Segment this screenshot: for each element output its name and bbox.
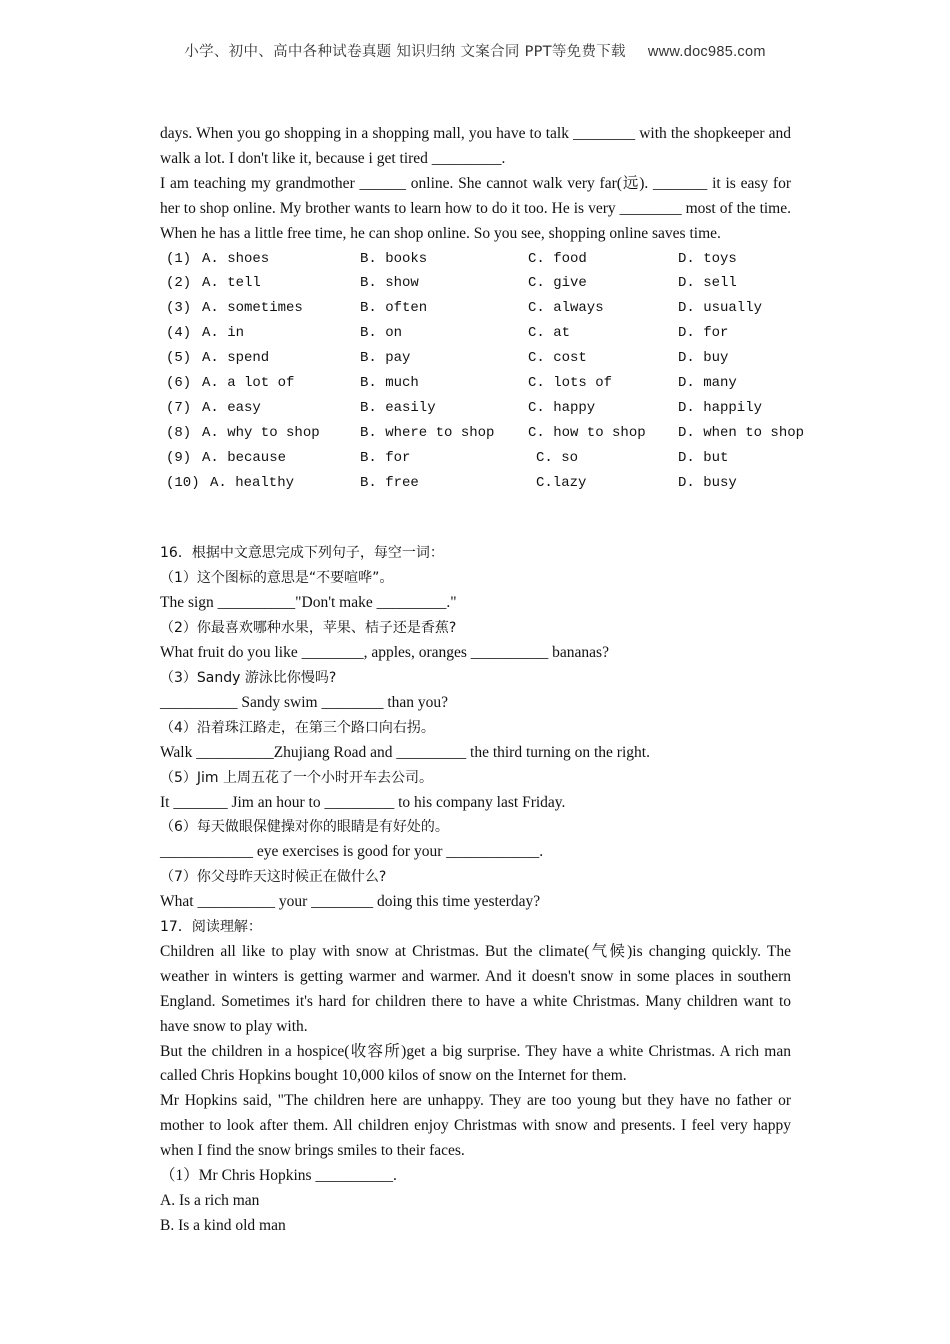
option-c: C. happy [528, 399, 596, 416]
option-number: (1) [166, 250, 192, 267]
option-c: C. always [528, 300, 604, 317]
option-row [160, 247, 791, 272]
passage-paragraph-1: days. When you go shopping in a shopping mall, you have to talk ________ with the shopkeeper and walk a lot. I don't like it, because i get tired _________. [160, 125, 791, 167]
option-row [160, 321, 791, 346]
option-a: A. why to shop [202, 424, 320, 441]
option-b: B. often [360, 300, 428, 317]
q17-paragraph-3: Mr Hopkins said, "The children here are unhappy. They are too young but they have no father or mother to look after them. All children enjoy Christmas with snow and presents. I feel very happy when I find the snow brings smiles to their faces. [160, 1092, 791, 1160]
option-b: B. pay [360, 350, 411, 367]
q16-item-1-en: The sign __________"Don't make _________." [160, 594, 457, 612]
option-d: D. busy [678, 474, 737, 491]
option-number: (10) [166, 474, 200, 491]
option-row [160, 371, 791, 396]
q16-item-5-en: It _______ Jim an hour to _________ to his company last Friday. [160, 793, 566, 811]
q16-item-7-cn: （7）你父母昨天这时候正在做什么? [160, 869, 387, 886]
option-number: (9) [166, 449, 192, 466]
q16-title: 16．根据中文意思完成下列句子，每空一词： [160, 545, 444, 562]
option-d: D. for [678, 325, 729, 342]
option-number: (3) [166, 300, 192, 317]
option-d: D. many [678, 374, 737, 391]
option-a: A. a lot of [202, 374, 295, 391]
option-c: C. so [536, 449, 579, 466]
option-c: C. give [528, 275, 587, 292]
option-b: B. easily [360, 399, 436, 416]
q16-item-7-en: What __________ your ________ doing this time yesterday? [160, 893, 541, 911]
option-c: C. at [528, 325, 571, 342]
q16-item-4-cn: （4）沿着珠江路走，在第三个路口向右拐。 [160, 719, 435, 736]
option-row [160, 421, 805, 446]
option-c: C. how to shop [528, 424, 646, 441]
option-b: B. on [360, 325, 403, 342]
option-b: B. for [360, 449, 411, 466]
passage-paragraph-2: I am teaching my grandmother ______ online. She cannot walk very far(远). _______ it is easy for her to shop online. My brother wants to learn how to do it too. He is very ________ most of the time. When he has a little free time, he can shop online. So you see, shopping online saves time. [160, 174, 791, 242]
option-row [160, 346, 791, 371]
option-number: (7) [166, 399, 192, 416]
option-row [160, 296, 791, 321]
header-text: 小学、初中、高中各种试卷真题 知识归纳 文案合同 PPT等免费下载 [184, 44, 626, 60]
q16-item-6-en: ____________ eye exercises is good for your ____________. [160, 843, 544, 861]
option-b: B. books [360, 250, 428, 267]
q16-item-6-cn: （6）每天做眼保健操对你的眼睛是有好处的。 [160, 819, 449, 836]
q16-item-2-cn: （2）你最喜欢哪种水果，苹果、桔子还是香蕉? [160, 620, 457, 637]
option-a: A. healthy [210, 474, 295, 491]
option-number: (4) [166, 325, 192, 342]
option-c: C.lazy [536, 474, 587, 491]
option-row [160, 271, 791, 296]
q16-item-5-cn: （5）Jim 上周五花了一个小时开车去公司。 [160, 769, 434, 786]
document-body [160, 122, 805, 1239]
q17-paragraph-2: But the children in a hospice(收容所)get a big surprise. They have a white Christmas. A rich man called Chris Hopkins bought 10,000 kilos of snow on the Internet for them. [160, 1042, 791, 1085]
option-number: (8) [166, 424, 192, 441]
options-list [160, 247, 805, 496]
option-number: (6) [166, 374, 192, 391]
q16-item-2-en: What fruit do you like ________, apples, oranges __________ bananas? [160, 644, 609, 662]
option-row [160, 396, 791, 421]
option-number: (5) [166, 350, 192, 367]
option-d: D. toys [678, 250, 737, 267]
page-header [0, 40, 950, 61]
option-d: D. usually [678, 300, 763, 317]
option-a: A. easy [202, 399, 261, 416]
option-d: D. buy [678, 350, 729, 367]
option-b: B. much [360, 374, 419, 391]
option-c: C. cost [528, 350, 587, 367]
option-c: C. lots of [528, 374, 613, 391]
option-c: C. food [528, 250, 587, 267]
q17-paragraph-1: Children all like to play with snow at Christmas. But the climate(气候)is changing quickly. The weather in winters is getting warmer and warmer. And it doesn't snow in some places in southern England. Sometimes it's hard for children there to have a white Christmas. Many children want to have snow to play with. [160, 942, 791, 1035]
option-d: D. but [678, 449, 729, 466]
option-a: A. spend [202, 350, 270, 367]
option-a: A. because [202, 449, 287, 466]
q17-option-a: A. Is a rich man [160, 1192, 260, 1209]
option-a: A. shoes [202, 250, 270, 267]
q17-question-1: （1）Mr Chris Hopkins __________. [160, 1167, 397, 1185]
q16-item-3-en: __________ Sandy swim ________ than you? [160, 693, 449, 711]
option-b: B. free [360, 474, 419, 491]
option-b: B. where to shop [360, 424, 495, 441]
q16-item-1-cn: （1）这个图标的意思是“不要喧哗”。 [160, 570, 394, 587]
option-d: D. sell [678, 275, 737, 292]
q16-item-4-en: Walk __________Zhujiang Road and _________ the third turning on the right. [160, 743, 650, 761]
q17-option-b: B. Is a kind old man [160, 1216, 286, 1234]
option-a: A. in [202, 325, 245, 342]
option-a: A. tell [202, 275, 261, 292]
option-row [160, 446, 791, 471]
option-b: B. show [360, 275, 419, 292]
option-row [160, 471, 791, 496]
q17-title: 17．阅读理解： [160, 919, 262, 936]
header-site: www.doc985.com [647, 44, 766, 60]
option-d: D. when to shop [678, 424, 805, 441]
option-a: A. sometimes [202, 300, 303, 317]
q16-item-3-cn: （3）Sandy 游泳比你慢吗? [160, 669, 337, 686]
option-number: (2) [166, 275, 192, 292]
option-d: D. happily [678, 399, 763, 416]
